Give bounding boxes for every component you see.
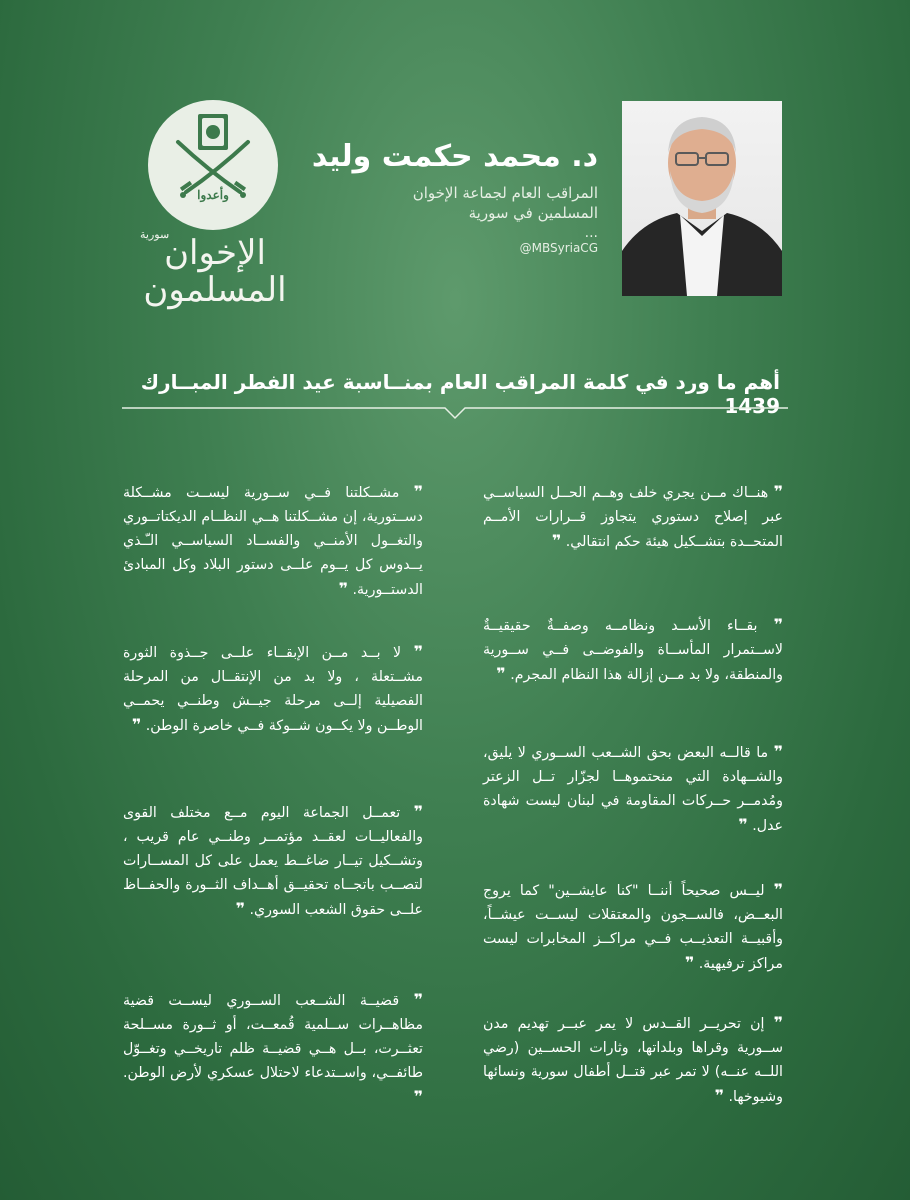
quote-item bbox=[123, 640, 423, 738]
quote-item bbox=[483, 613, 783, 687]
quote-item bbox=[123, 988, 423, 1110]
open-quote-icon: ❞ bbox=[773, 1013, 783, 1032]
close-quote-icon: ❞ bbox=[413, 1087, 423, 1106]
quote-item bbox=[483, 878, 783, 976]
open-quote-icon: ❞ bbox=[413, 990, 423, 1009]
open-quote-icon: ❞ bbox=[413, 642, 423, 661]
quote-text: هنــاك مــن يجري خلف وهــم الحــل السياســي عبر إصلاح دستوري يتجاوز قــرارات الأمــم المتحــدة بتشــكيل هيئة حكم انتقالي. bbox=[483, 485, 783, 550]
quote-text: ما قالــه البعض بحق الشــعب الســوري لا يليق، والشــهادة التي منحتموهــا لجزّار تــل الزعتر ومُدمــر حــركات المقاومة في لبنان ليست شهادة عدل. bbox=[483, 745, 783, 834]
quote-text: بقــاء الأســد ونظامــه وصفــةٌ حقيقيــةٌ لاســتمرار المأســاة والفوضــى فــي ســورية والمنطقة، ولا بد مــن إزالة هذا النظام المجرم. bbox=[483, 618, 783, 683]
open-quote-icon: ❞ bbox=[773, 615, 783, 634]
swords-book-icon bbox=[148, 100, 278, 230]
open-quote-icon: ❞ bbox=[773, 880, 783, 899]
quote-text: مشــكلتنا فــي ســورية ليســت مشــكلة دســتورية، إن مشــكلتنا هــي النظــام الديكتاتــوري والتغــول الأمنــي والفســاد السياســي الـّـذي يــدوس كل يــوم علــى دستور البلاد وكل المبادئ الدستــورية. bbox=[123, 485, 423, 598]
quote-item bbox=[483, 480, 783, 554]
open-quote-icon: ❞ bbox=[413, 802, 423, 821]
close-quote-icon: ❞ bbox=[338, 579, 349, 598]
twitter-handle[interactable]: @MBSyriaCG bbox=[519, 241, 598, 255]
quote-item bbox=[123, 800, 423, 922]
quote-item bbox=[483, 1011, 783, 1109]
close-quote-icon: ❞ bbox=[235, 899, 245, 918]
wordmark: الإخوان المسلمون bbox=[143, 233, 287, 311]
dots-separator: ... bbox=[584, 225, 598, 241]
close-quote-icon: ❞ bbox=[714, 1086, 724, 1105]
quote-text: قضيــة الشــعب الســوري ليســت قضية مظاهــرات ســلمية قُمعــت، أو ثــورة مســلحة تعثــرت، بــل هــي قضيــة ظلم تاريخــي وتغــوّل طائفــي، واســتدعاء لاحتلال عسكري لأرض الوطن. bbox=[123, 993, 423, 1081]
quote-item bbox=[483, 740, 783, 838]
headline-divider bbox=[122, 404, 788, 430]
quote-text: إن تحريــر القــدس لا يمر عبــر تهديم مدن ســورية وقراها وبلداتها، وثارات الحســين (رضي اللــه عنــه) لا تمر عبر قتــل أطفال سورية ونسائها وشيوخها. bbox=[483, 1016, 783, 1105]
profile-name: د. محمد حكمت وليد bbox=[311, 139, 598, 174]
open-quote-icon: ❞ bbox=[413, 482, 423, 501]
quote-item bbox=[123, 480, 423, 602]
quote-text: ليــس صحيحاً أننــا "كنا عايشــين" كما يروج البعــض، فالســجون والمعتقلات ليســت عيشــاً، وأقبيــة التعذيــب فــي مراكــز المخابرات ليست مراكز ترفيهية. bbox=[483, 883, 783, 972]
profile-block bbox=[298, 140, 598, 255]
close-quote-icon: ❞ bbox=[551, 531, 562, 550]
page-headline: أهم ما ورد في كلمة المراقب العام بمنــاسبة عيد الفطر المبــارك 1439 bbox=[140, 370, 780, 418]
emblem-circle bbox=[148, 100, 278, 230]
organization-logo bbox=[130, 100, 310, 311]
close-quote-icon: ❞ bbox=[131, 715, 142, 734]
close-quote-icon: ❞ bbox=[738, 815, 748, 834]
open-quote-icon: ❞ bbox=[773, 482, 783, 501]
wordmark-subtitle: سورية bbox=[140, 228, 170, 241]
portrait-photo bbox=[622, 101, 782, 296]
quote-text: تعمــل الجماعة اليوم مــع مختلف القوى والفعاليــات لعقــد مؤتمــر وطنــي عام قريب ، وتشــكيل تيــار ضاغــط يعمل على كل المســارات لتصــب باتجــاه تحقيــق أهــداف الثــورة والحفــاظ علــى حقوق الشعب السوري. bbox=[123, 805, 423, 918]
emblem-caption: وأعدوا bbox=[197, 188, 229, 202]
close-quote-icon: ❞ bbox=[684, 953, 695, 972]
close-quote-icon: ❞ bbox=[496, 664, 506, 683]
open-quote-icon: ❞ bbox=[773, 742, 783, 761]
quote-text: لا بــد مــن الإبقــاء علــى جــذوة الثورة مشــتعلة ، ولا بد من الإنتقــال من المرحلة الفصيلية إلــى مرحلة جيــش وطنــي يحمــي الوطــن ولا يكــون شــوكة فــي خاصرة الوطن. bbox=[123, 645, 423, 734]
profile-role: المراقب العام لجماعة الإخوان المسلمين في سورية bbox=[412, 184, 598, 222]
